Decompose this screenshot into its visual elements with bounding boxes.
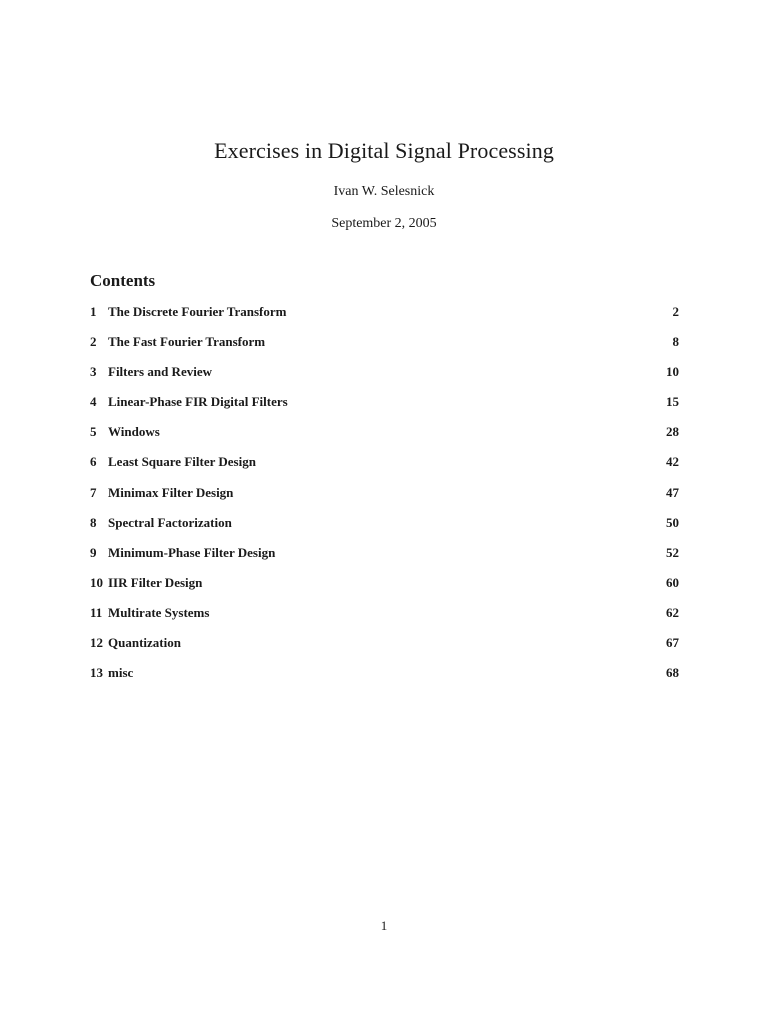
toc-entry-number: 11 [90, 604, 103, 620]
toc-entry-page: 62 [666, 604, 679, 620]
toc-entry[interactable] [90, 454, 679, 484]
contents-heading: Contents [90, 271, 156, 290]
toc-entry-number: 13 [90, 665, 103, 681]
toc-entry[interactable] [90, 424, 679, 454]
toc-entry-title: Minimax Filter Design [108, 484, 234, 500]
toc-entry-number: 6 [90, 454, 97, 470]
toc-entry-title: misc [108, 665, 134, 681]
toc-entry[interactable] [90, 515, 679, 545]
toc-entry-number: 1 [90, 304, 97, 319]
toc-entry-number: 3 [90, 364, 97, 380]
table-of-contents [90, 304, 679, 695]
toc-entry-number: 2 [90, 334, 97, 350]
toc-entry-title: Multirate Systems [108, 604, 210, 620]
toc-entry-title: Windows [108, 424, 160, 440]
toc-entry-number: 8 [90, 514, 97, 530]
toc-entry-page: 52 [666, 544, 679, 560]
toc-entry[interactable] [90, 575, 679, 605]
toc-entry-title: IIR Filter Design [108, 574, 203, 590]
toc-entry-page: 28 [666, 424, 679, 440]
toc-entry-page: 60 [666, 574, 679, 590]
toc-entry-title: Spectral Factorization [108, 514, 232, 530]
toc-entry[interactable] [90, 304, 679, 334]
toc-entry[interactable] [90, 635, 679, 665]
toc-entry-number: 5 [90, 424, 97, 440]
toc-entry[interactable] [90, 364, 679, 394]
toc-entry-number: 4 [90, 394, 97, 410]
toc-entry[interactable] [90, 394, 679, 424]
toc-entry-number: 10 [90, 574, 103, 590]
toc-entry-title: Quantization [108, 635, 181, 651]
toc-entry-title: Linear-Phase FIR Digital Filters [108, 394, 288, 410]
page-number: 1 [380, 918, 388, 933]
toc-entry-page: 68 [666, 665, 679, 681]
toc-entry-title: The Discrete Fourier Transform [108, 304, 287, 319]
toc-entry-title: Minimum-Phase Filter Design [108, 544, 276, 560]
toc-entry-number: 7 [90, 484, 97, 500]
toc-entry-page: 8 [672, 334, 679, 350]
toc-entry-title: The Fast Fourier Transform [108, 334, 266, 350]
toc-entry-page: 67 [666, 635, 679, 651]
toc-entry-page: 47 [666, 484, 679, 500]
document-title: Exercises in Digital Signal Processing [214, 138, 554, 163]
toc-entry-page: 15 [666, 394, 679, 410]
document-author: Ivan W. Selesnick [333, 184, 435, 199]
toc-entry[interactable] [90, 485, 679, 515]
toc-entry-number: 9 [90, 544, 97, 560]
toc-entry-title: Filters and Review [108, 364, 212, 380]
toc-entry[interactable] [90, 545, 679, 575]
toc-entry-page: 50 [666, 514, 679, 530]
toc-entry[interactable] [90, 605, 679, 635]
toc-entry-page: 2 [672, 304, 679, 319]
toc-entry-title: Least Square Filter Design [108, 454, 256, 470]
toc-entry-number: 12 [90, 635, 103, 651]
document-date: September 2, 2005 [331, 216, 437, 231]
toc-entry-page: 10 [666, 364, 679, 380]
toc-entry-page: 42 [666, 454, 679, 470]
toc-entry[interactable] [90, 665, 679, 695]
toc-entry[interactable] [90, 334, 679, 364]
